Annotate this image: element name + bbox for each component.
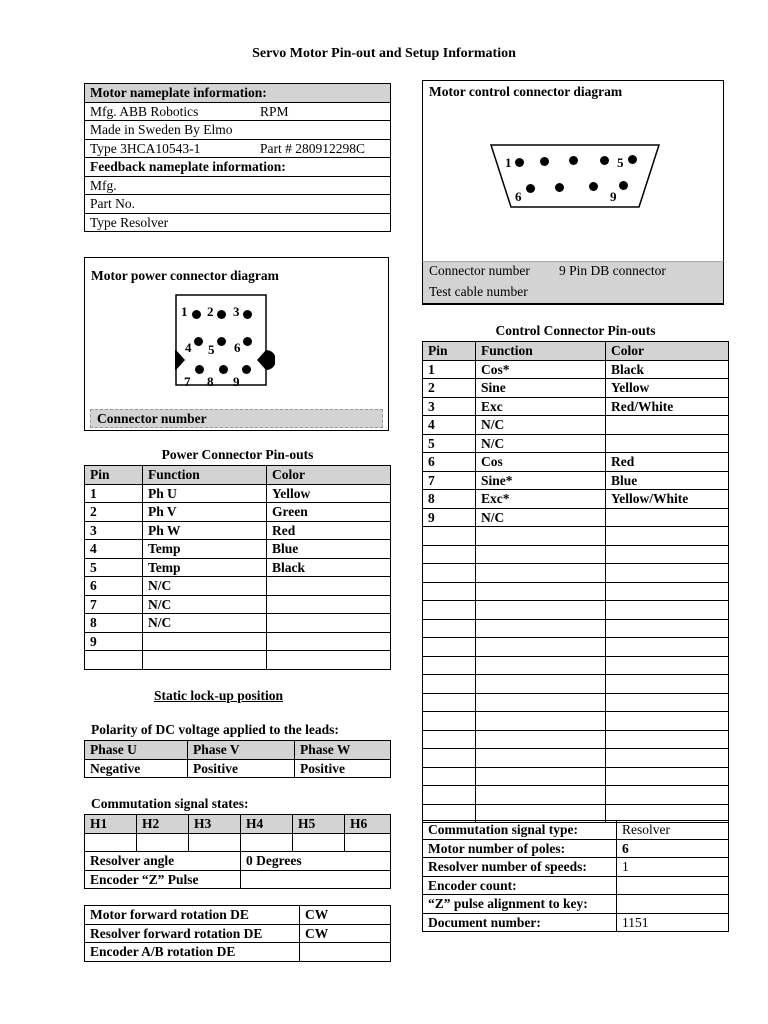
function-cell: Ph W [143,521,267,540]
control-col-function: Function [476,342,606,361]
control-connector-number-label: Connector number [429,263,530,278]
signal-info-row [423,821,729,840]
signal-info-label: Encoder count: [423,876,617,895]
db9-label-1: 1 [505,155,512,170]
power-pin-row [85,577,391,596]
pin-cell: 2 [85,503,143,522]
phase-v-header: Phase V [188,741,295,760]
color-cell: Blue [267,540,391,559]
nameplate-mfg: Mfg. ABB Robotics [85,102,256,121]
page-title: Servo Motor Pin-out and Setup Information [252,46,516,61]
h3-value [189,833,241,852]
color-cell [606,545,729,564]
pin-cell [423,582,476,601]
signal-info-row [423,895,729,914]
control-pin-row [423,730,729,749]
pin-cell: 1 [85,484,143,503]
power-pin-9 [242,365,251,374]
signal-info-value: 1151 [617,913,729,932]
color-cell [267,595,391,614]
signal-info-row [423,839,729,858]
pin-cell: 5 [85,558,143,577]
pin-cell: 3 [423,397,476,416]
encoder-z-label: Encoder “Z” Pulse [85,870,241,889]
pin-cell [423,786,476,805]
power-connector-number: Connector number [90,409,383,428]
resolver-rotation-value: CW [300,924,391,943]
pin-cell [423,564,476,583]
color-cell: Yellow/White [606,490,729,509]
color-cell [606,638,729,657]
power-pin-8-label: 8 [207,374,214,389]
signal-info-row [423,858,729,877]
function-cell: N/C [143,595,267,614]
color-cell [606,416,729,435]
power-pin-8 [219,365,228,374]
control-pin-row [423,749,729,768]
signal-info-value [617,876,729,895]
pin-cell: 6 [85,577,143,596]
power-connector-box [84,257,389,431]
power-pin-row [85,632,391,651]
lockup-title: Static lock-up position [154,688,284,703]
pin-cell [423,619,476,638]
function-cell: Sine* [476,471,606,490]
control-connector-number-value: 9 Pin DB connector [559,263,666,278]
function-cell: Ph V [143,503,267,522]
phase-u-header: Phase U [85,741,188,760]
control-col-color: Color [606,342,729,361]
power-pin-5-label: 5 [208,342,215,357]
db9-label-6: 6 [515,189,522,204]
pin-cell: 2 [423,379,476,398]
nameplate-origin-extra [255,121,391,140]
color-cell [606,786,729,805]
power-pin-2-label: 2 [207,304,214,319]
power-pin-row [85,614,391,633]
pin-cell: 7 [423,471,476,490]
function-cell: Cos* [476,360,606,379]
db9-pin-1 [515,158,524,167]
h2-header: H2 [137,815,189,834]
function-cell [476,564,606,583]
function-cell: N/C [476,508,606,527]
pin-cell [423,638,476,657]
nameplate-rpm: RPM [255,102,391,121]
pin-cell [423,656,476,675]
control-pin-row [423,693,729,712]
pin-cell: 4 [85,540,143,559]
power-pin-4 [194,337,203,346]
control-col-pin: Pin [423,342,476,361]
pin-cell: 4 [423,416,476,435]
function-cell [476,601,606,620]
db9-label-5: 5 [617,155,624,170]
nameplate-type: Type 3HCA10543-1 [85,139,256,158]
db9-pin-4 [600,156,609,165]
h5-header: H5 [293,815,345,834]
control-pin-row [423,712,729,731]
h1-value [85,833,137,852]
function-cell [476,656,606,675]
color-cell: Yellow [267,484,391,503]
function-cell: N/C [143,577,267,596]
pin-cell [423,767,476,786]
function-cell [476,712,606,731]
control-pin-row [423,490,729,509]
pin-cell [423,730,476,749]
power-pin-row [85,521,391,540]
pin-cell [423,545,476,564]
feedback-mfg: Mfg. [85,176,391,195]
pin-cell [423,712,476,731]
control-pin-row [423,471,729,490]
control-pinouts-table [422,341,729,823]
power-pin-1 [192,310,201,319]
signal-info-label: Document number: [423,913,617,932]
function-cell [476,638,606,657]
pin-cell: 7 [85,595,143,614]
power-pin-row [85,540,391,559]
signal-info-label: Motor number of poles: [423,839,617,858]
function-cell: N/C [476,416,606,435]
h4-header: H4 [241,815,293,834]
db9-pin-6 [526,184,535,193]
encoder-rotation-value [300,943,391,962]
control-pin-row [423,582,729,601]
control-pin-row [423,656,729,675]
color-cell: Blue [606,471,729,490]
function-cell [476,786,606,805]
db9-label-9: 9 [610,189,617,204]
function-cell: Exc* [476,490,606,509]
power-pin-3-label: 3 [233,304,240,319]
color-cell [606,749,729,768]
db9-pin-9 [619,181,628,190]
nameplate-part: Part # 280912298C [255,139,391,158]
color-cell [267,651,391,670]
h3-header: H3 [189,815,241,834]
power-col-function: Function [143,466,267,485]
control-pin-row [423,619,729,638]
color-cell: Yellow [606,379,729,398]
power-pin-6-label: 6 [234,340,241,355]
color-cell [267,632,391,651]
function-cell [476,749,606,768]
power-pin-7-label: 7 [184,374,191,389]
resolver-angle-value: 0 Degrees [241,852,391,871]
color-cell [606,601,729,620]
function-cell [476,545,606,564]
function-cell [476,582,606,601]
power-pin-1-label: 1 [181,304,188,319]
db9-pin-8 [589,182,598,191]
power-pin-6 [243,337,252,346]
feedback-header: Feedback nameplate information: [85,158,391,177]
control-pin-row [423,360,729,379]
color-cell [606,730,729,749]
control-pin-row [423,601,729,620]
pin-cell [423,527,476,546]
power-pinouts-caption: Power Connector Pin-outs [161,447,314,462]
control-pin-row [423,527,729,546]
control-pin-row [423,397,729,416]
nameplate-origin: Made in Sweden By Elmo [85,121,256,140]
feedback-partno: Part No. [85,195,391,214]
color-cell: Black [267,558,391,577]
pin-cell: 8 [423,490,476,509]
pin-cell [423,749,476,768]
resolver-angle-label: Resolver angle [85,852,241,871]
pin-cell [423,601,476,620]
function-cell: Exc [476,397,606,416]
resolver-rotation-label: Resolver forward rotation DE [85,924,300,943]
control-pin-row [423,434,729,453]
color-cell [606,675,729,694]
pin-cell: 1 [423,360,476,379]
signal-info-value: 6 [617,839,729,858]
encoder-z-value [241,870,391,889]
power-pin-9-label: 9 [233,374,240,389]
phase-u-value: Negative [85,759,188,778]
function-cell: N/C [476,434,606,453]
power-pin-7 [195,365,204,374]
color-cell [267,614,391,633]
h5-value [293,833,345,852]
color-cell: Red [606,453,729,472]
color-cell [606,434,729,453]
function-cell: Cos [476,453,606,472]
polarity-table [84,740,391,778]
signal-info-value [617,895,729,914]
signal-info-row [423,913,729,932]
color-cell [606,712,729,731]
commutation-table [84,814,391,889]
phase-w-value: Positive [295,759,391,778]
control-connector-info [422,261,724,304]
color-cell [267,577,391,596]
color-cell [606,527,729,546]
signal-info-row [423,876,729,895]
h6-value [345,833,391,852]
pin-cell [85,651,143,670]
h1-header: H1 [85,815,137,834]
commutation-label: Commutation signal states: [91,796,249,811]
power-pin-3 [243,310,252,319]
control-pin-row [423,767,729,786]
db9-pin-2 [540,157,549,166]
color-cell [606,508,729,527]
signal-info-label: “Z” pulse alignment to key: [423,895,617,914]
function-cell [476,675,606,694]
power-pin-4-label: 4 [185,340,192,355]
motor-rotation-value: CW [300,906,391,925]
color-cell [606,767,729,786]
signal-info-label: Commutation signal type: [423,821,617,840]
power-col-color: Color [267,466,391,485]
function-cell [476,693,606,712]
h2-value [137,833,189,852]
control-pin-row [423,379,729,398]
signal-info-value: Resolver [617,821,729,840]
function-cell: Sine [476,379,606,398]
function-cell [143,651,267,670]
phase-v-value: Positive [188,759,295,778]
power-pin-row [85,503,391,522]
nameplate-header: Motor nameplate information: [85,84,391,103]
function-cell [476,619,606,638]
phase-w-header: Phase W [295,741,391,760]
motor-rotation-label: Motor forward rotation DE [85,906,300,925]
color-cell: Green [267,503,391,522]
control-pin-row [423,564,729,583]
color-cell [606,619,729,638]
function-cell: Temp [143,540,267,559]
pin-cell: 8 [85,614,143,633]
function-cell [476,730,606,749]
control-pin-row [423,453,729,472]
power-pin-row [85,558,391,577]
h6-header: H6 [345,815,391,834]
signal-info-value: 1 [617,858,729,877]
pin-cell [423,693,476,712]
function-cell [143,632,267,651]
control-pin-row [423,545,729,564]
control-pinouts-caption: Control Connector Pin-outs [495,323,656,338]
function-cell: Ph U [143,484,267,503]
control-pin-row [423,508,729,527]
function-cell: Temp [143,558,267,577]
color-cell [606,582,729,601]
db9-pin-7 [555,183,564,192]
test-cable-label: Test cable number [429,284,528,299]
h4-value [241,833,293,852]
encoder-rotation-label: Encoder A/B rotation DE [85,943,300,962]
color-cell [606,564,729,583]
control-pin-row [423,638,729,657]
nameplate-table [84,83,391,232]
color-cell: Red/White [606,397,729,416]
control-connector-title: Motor control connector diagram [429,84,623,99]
db9-pin-3 [569,156,578,165]
polarity-label: Polarity of DC voltage applied to the leads: [91,722,339,737]
pin-cell: 9 [423,508,476,527]
pin-cell: 6 [423,453,476,472]
power-pin-5 [217,337,226,346]
power-connector-title: Motor power connector diagram [91,268,279,283]
control-pin-row [423,786,729,805]
control-pin-row [423,416,729,435]
color-cell [606,656,729,675]
rotation-table [84,905,391,962]
power-pinouts-table [84,465,391,670]
signal-info-label: Resolver number of speeds: [423,858,617,877]
power-pin-row [85,595,391,614]
function-cell [476,527,606,546]
db9-pin-5 [628,155,637,164]
power-pin-row [85,651,391,670]
power-pin-2 [217,310,226,319]
color-cell: Black [606,360,729,379]
signal-info-table [422,820,729,932]
pin-cell [423,675,476,694]
pin-cell: 5 [423,434,476,453]
feedback-type: Type Resolver [85,213,391,232]
function-cell [476,767,606,786]
color-cell [606,693,729,712]
pin-cell: 3 [85,521,143,540]
power-pin-row [85,484,391,503]
control-pin-row [423,675,729,694]
power-col-pin: Pin [85,466,143,485]
function-cell: N/C [143,614,267,633]
color-cell: Red [267,521,391,540]
pin-cell: 9 [85,632,143,651]
